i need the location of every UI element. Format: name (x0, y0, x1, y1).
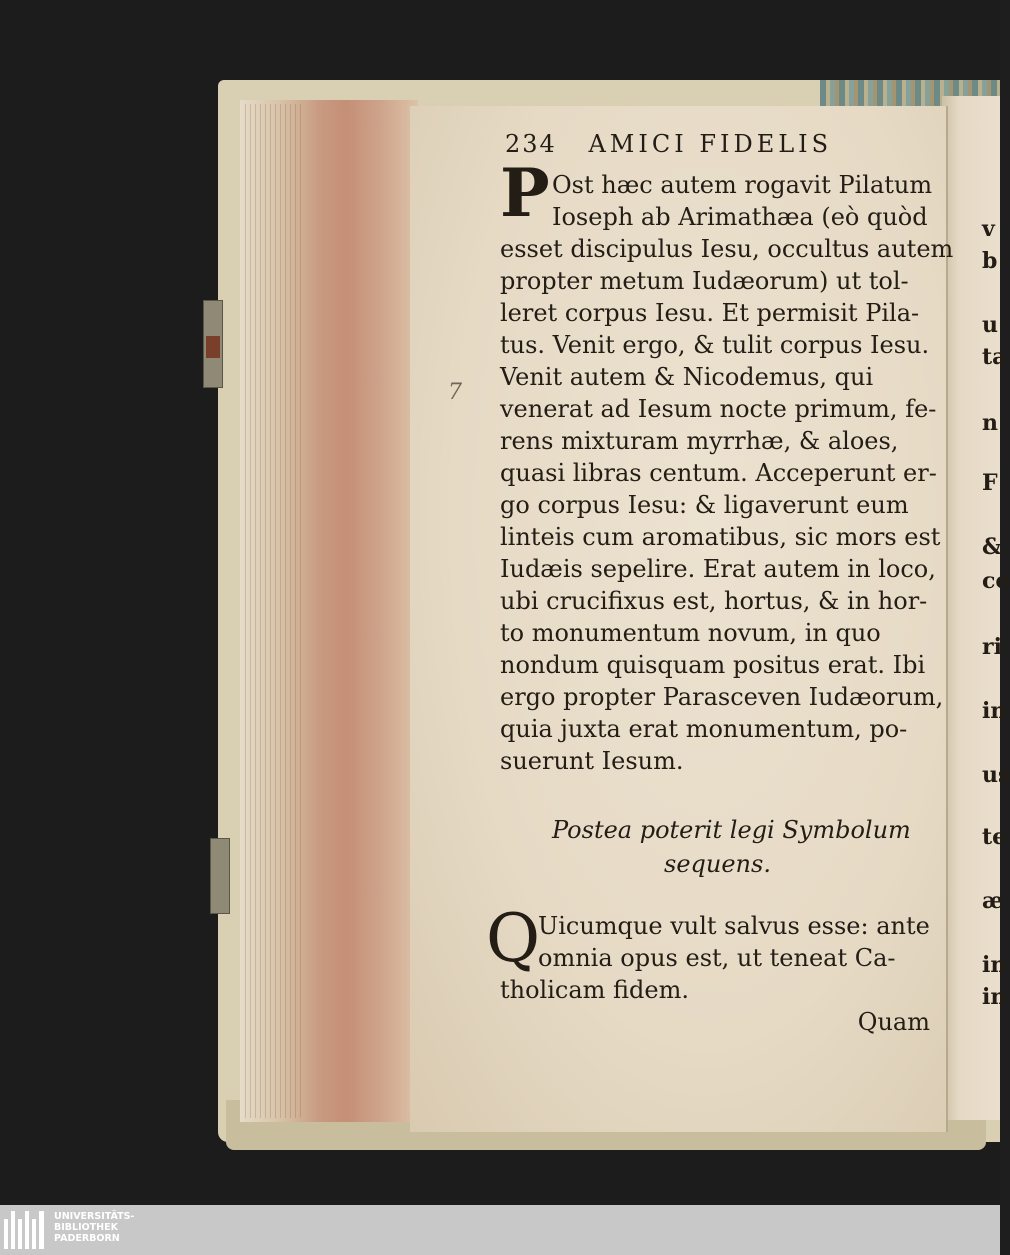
text-line: suerunt Iesum. (500, 747, 684, 775)
rubric-line: sequens. (664, 850, 771, 878)
text-line: omnia opus est, ut teneat Ca- (538, 944, 896, 972)
clasp-leather (206, 336, 220, 358)
text-line: nondum quisquam positus erat. Ibi (500, 651, 926, 679)
text-line: leret corpus Iesu. Et permisit Pila- (500, 299, 920, 327)
running-head (505, 130, 832, 158)
text-line: venerat ad Iesum nocte primum, fe- (500, 395, 937, 423)
facing-page-fragment: co (982, 568, 1010, 594)
library-name-line: UNIVERSITÄTS- (54, 1211, 135, 1222)
text-line: go corpus Iesu: & ligaverunt eum (500, 491, 909, 519)
text-line: tholicam fidem. (500, 976, 689, 1004)
margin-mark: 7 (448, 380, 462, 405)
text-line: esset discipulus Iesu, occultus autem (500, 235, 954, 263)
facing-page-fragment: v (982, 216, 995, 242)
facing-page-fragment: u (982, 312, 998, 338)
clasp-bottom (210, 838, 230, 914)
facing-page-fragment: F (982, 470, 998, 496)
drop-cap-p: P (500, 154, 550, 232)
text-line: Ioseph ab Arimathæa (eò quòd (552, 203, 928, 231)
text-line: Uicumque vult salvus esse: ante (538, 912, 930, 940)
text-line: ergo propter Parasceven Iudæorum, (500, 683, 944, 711)
text-line: Venit autem & Nicodemus, qui (500, 363, 874, 391)
facing-page-fragment: æ (982, 888, 1004, 914)
text-line: rens mixturam myrrhæ, & aloes, (500, 427, 899, 455)
text-line: tus. Venit ergo, & tulit corpus Iesu. (500, 331, 930, 359)
facing-page-fragment: in (982, 952, 1007, 978)
facing-page-fragment: te (982, 824, 1007, 850)
facing-page-fragment: ta (982, 344, 1007, 370)
text-line: linteis cum aromatibus, sic mors est (500, 523, 941, 551)
facing-page-fragment: ri (982, 634, 1002, 660)
text-line: quasi libras centum. Acceperunt er- (500, 459, 937, 487)
text-line: to monumentum novum, in quo (500, 619, 881, 647)
rubric-line: Postea poterit legi Symbolum (552, 816, 911, 844)
library-name (54, 1211, 134, 1244)
library-name-line: BIBLIOTHEK (54, 1222, 118, 1233)
page-number: 234 (505, 130, 557, 158)
running-title: AMICI FIDELIS (588, 130, 833, 158)
facing-page-fragment: in (982, 984, 1007, 1010)
facing-page-fragment: & (982, 534, 1002, 560)
text-line: Ost hæc autem rogavit Pilatum (552, 171, 933, 199)
drop-cap-q: Q (486, 900, 541, 977)
library-logo-icon (4, 1211, 46, 1249)
catchword: Quam (857, 1008, 930, 1036)
facing-page-fragment: b (982, 248, 998, 274)
facing-page-fragment: us (982, 762, 1010, 788)
facing-page-fragment: n (982, 410, 998, 436)
text-line: ubi crucifixus est, hortus, & in hor- (500, 587, 928, 615)
library-name-line: PADERBORN (54, 1233, 120, 1244)
library-footer (0, 1205, 1000, 1255)
text-line: Iudæis sepelire. Erat autem in loco, (500, 555, 936, 583)
page-edge-lines (245, 104, 305, 1118)
text-line: quia juxta erat monumentum, po- (500, 715, 908, 743)
text-line: propter metum Iudæorum) ut tol- (500, 267, 909, 295)
facing-page-fragment: in (982, 698, 1007, 724)
